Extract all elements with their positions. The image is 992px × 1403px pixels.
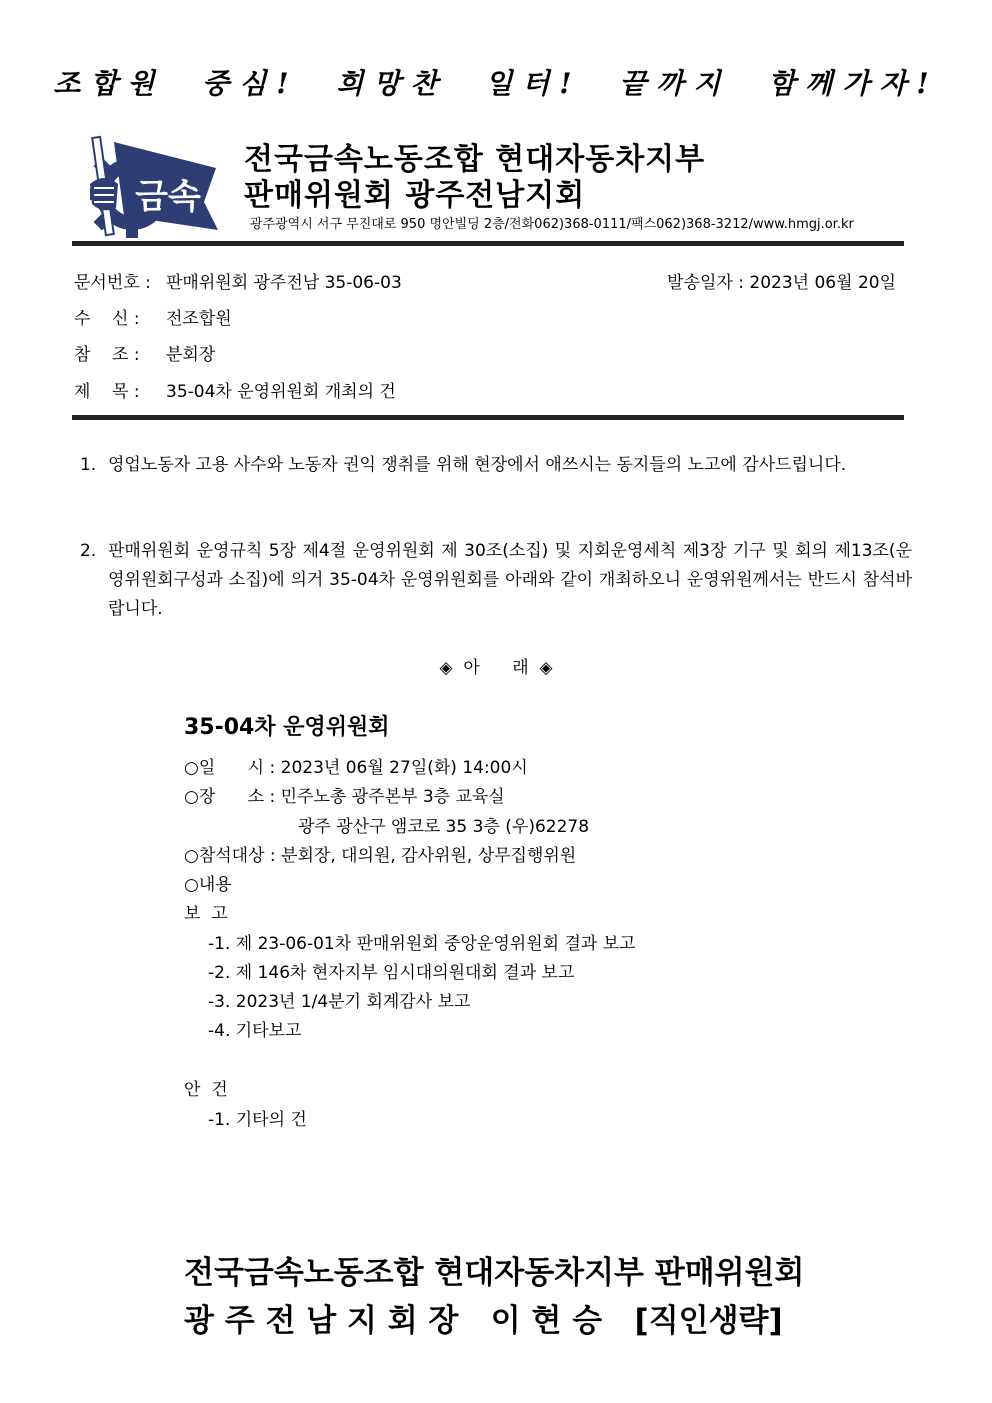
- meeting-date: ○일 시 : 2023년 06월 27일(화) 14:00시: [184, 758, 528, 778]
- agenda-label: 안 건: [184, 1080, 228, 1100]
- org-name-line2: 판매위원회 광주전남지회: [244, 178, 586, 213]
- doc-number-row: [74, 268, 402, 293]
- doc-number-label: 문서번호 :: [74, 273, 151, 293]
- report-label: 보 고: [184, 904, 228, 924]
- report-item: -4. 기타보고: [208, 1021, 302, 1041]
- meeting-place: ○장 소 : 민주노총 광주본부 3층 교육실: [184, 787, 505, 807]
- slogan: 조합원 중심! 희망찬 일터! 끝까지 함께가자!: [53, 67, 939, 100]
- reference: 분회장: [166, 345, 216, 365]
- meeting-title: 35-04차 운영위원회: [184, 715, 390, 740]
- reference-label: 참 조 :: [74, 345, 140, 365]
- report-item: -2. 제 146차 현자지부 임시대의원대회 결과 보고: [208, 963, 575, 983]
- recipient: 전조합원: [166, 309, 232, 329]
- subject-label: 제 목 :: [74, 382, 140, 402]
- paragraph-1: [80, 451, 912, 480]
- recipient-row: [74, 304, 232, 329]
- org-address: 광주광역시 서구 무진대로 950 명안빌딩 2층/전화062)368-0111/팩스062)368-3212/www.hmgj.or.kr: [250, 217, 854, 232]
- header-rule: [72, 241, 904, 246]
- org-name-line1: 전국금속노동조합 현대자동차지부: [244, 142, 706, 177]
- doc-number: 판매위원회 광주전남 35-06-03: [166, 273, 402, 293]
- content-label: ○내용: [184, 875, 232, 895]
- paragraph-1-text: 영업노동자 고용 사수와 노동자 권익 쟁취를 위해 현장에서 애쓰시는 동지들의 노고에 감사드립니다.: [108, 455, 847, 475]
- subject-row: [74, 377, 396, 402]
- meta-rule: [72, 415, 904, 420]
- paragraph-2-number: 2.: [80, 541, 97, 561]
- agenda-item: -1. 기타의 건: [208, 1110, 307, 1130]
- report-item: -3. 2023년 1/4분기 회계감사 보고: [208, 992, 471, 1012]
- footer-org: 전국금속노동조합 현대자동차지부 판매위원회: [184, 1255, 805, 1291]
- subject: 35-04차 운영위원회 개최의 건: [166, 382, 396, 402]
- paragraph-2-text: 판매위원회 운영규칙 5장 제4절 운영위원회 제 30조(소집) 및 지회운영세칙 제3장 기구 및 회의 제13조(운영위원회구성과 소집)에 의거 35-04차 운영위원회를 아래와 같이 개최하오니 운영위원께서는 반드시 참석바랍니다.: [108, 541, 912, 619]
- send-date: 발송일자 : 2023년 06월 20일: [667, 273, 896, 293]
- paragraph-2: [80, 537, 912, 624]
- report-item: -1. 제 23-06-01차 판매위원회 중앙운영위원회 결과 보고: [208, 934, 636, 954]
- meeting-attendees: ○참석대상 : 분회장, 대의원, 감사위원, 상무집행위원: [184, 846, 577, 866]
- union-logo: [84, 132, 224, 242]
- below-heading: ◈ 아 래 ◈: [439, 658, 553, 678]
- reference-row: [74, 340, 215, 365]
- recipient-label: 수 신 :: [74, 309, 140, 329]
- meeting-place-address: 광주 광산구 앰코로 35 3층 (우)62278: [298, 817, 590, 837]
- logo-text: 금속: [135, 177, 201, 217]
- paragraph-1-number: 1.: [80, 455, 97, 475]
- footer-signature: 광 주 전 남 지 회 장 이 현 승 [직인생략]: [184, 1303, 783, 1339]
